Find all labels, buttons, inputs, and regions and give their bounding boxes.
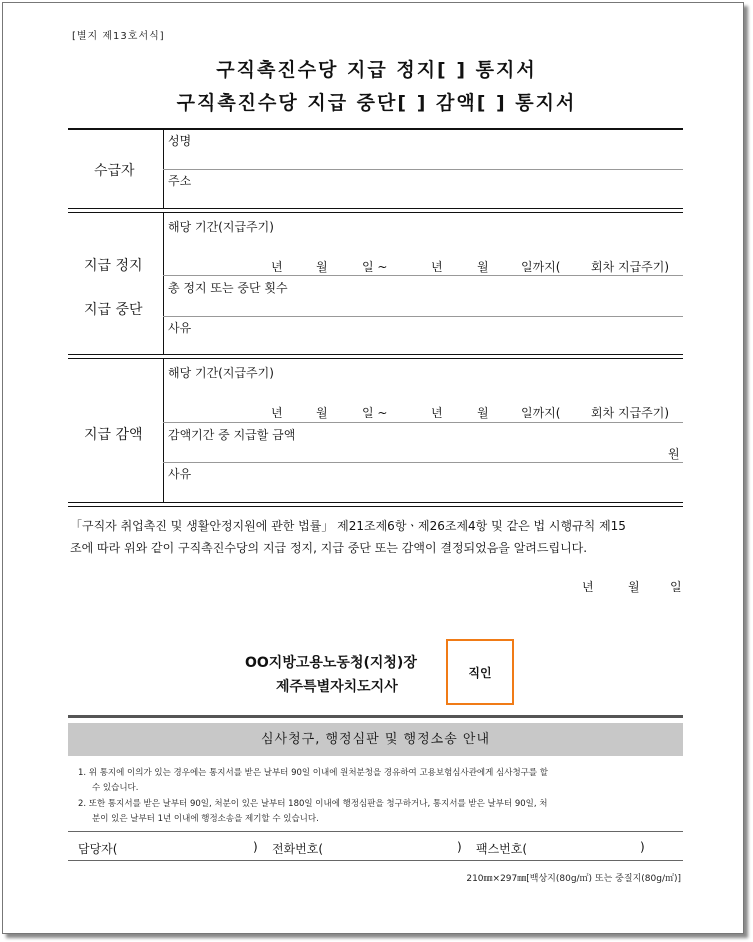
issuer-name-jeju: 제주특별자치도지사 [276,679,398,695]
period-label: 해당 기간(지급주기) [168,366,274,380]
row-divider [163,422,683,423]
address-label: 주소 [168,174,192,188]
date-year-2: 년 [431,260,443,274]
divider [163,359,164,502]
date-month-1: 월 [316,260,328,274]
rule [68,715,683,718]
title-line-2: 구직촉진수당 지급 중단[ ] 감액[ ] 통지서 [176,92,577,114]
appeal-note-2-cont: 분이 있은 날부터 1년 이내에 행정소송을 제기할 수 있습니다. [92,814,319,824]
phone-label: 전화번호( [272,842,324,856]
phone-close: ) [457,840,462,854]
appeal-note-2: 2. 또한 통지서를 받은 날부터 90일, 처분이 있은 날부터 180일 이내에 행정심판을 청구하거나, 통지서를 받은 날부터 90일, 처 [78,799,548,809]
paper-spec: 210㎜×297㎜[백상지(80g/㎡) 또는 중질지(80g/㎡)] [466,874,681,884]
date-until: 일까지( [521,406,561,420]
reduction-label: 지급 감액 [84,427,143,443]
rule [68,358,683,359]
legal-basis-line-2: 조에 따라 위와 같이 구직촉진수당의 지급 정지, 지급 중단 또는 감액이 결정되었음을 알려드립니다. [70,541,588,555]
fax-close: ) [640,840,645,854]
row-divider [163,316,683,317]
document-page [2,2,744,934]
period-label: 해당 기간(지급주기) [168,220,274,234]
seal-label: 직인 [468,665,492,680]
fax-label: 팩스번호( [476,842,528,856]
amount-label: 감액기간 중 지급할 금액 [168,428,296,442]
currency-unit: 원 [668,447,680,461]
stop-count-label: 총 정지 또는 중단 횟수 [168,281,288,295]
official-seal-box [446,639,514,705]
date-month: 월 [628,580,640,594]
title-line-1: 구직촉진수당 지급 정지[ ] 통지서 [216,59,537,81]
row-divider [163,462,683,463]
cycle-label: 회차 지급주기) [591,406,670,420]
rule [68,212,683,213]
stop-label: 지급 정지 [84,258,143,274]
discontinue-label: 지급 중단 [84,302,143,318]
date-year-2: 년 [431,406,443,420]
name-label: 성명 [168,134,192,148]
date-day-1: 일 ~ [362,260,388,274]
date-month-2: 월 [477,406,489,420]
date-month-2: 월 [477,260,489,274]
divider [163,213,164,354]
reason-label: 사유 [168,467,192,481]
date-day: 일 [670,580,682,594]
issuer-name: OO지방고용노동청(지청)장 [245,655,417,671]
reason-label: 사유 [168,321,192,335]
recipient-label: 수급자 [94,163,135,179]
rule [68,502,683,503]
row-divider [163,275,683,276]
manager-close: ) [253,840,258,854]
form-number: [별지 제13호서식] [72,31,165,42]
date-year: 년 [582,580,594,594]
date-month-1: 월 [316,406,328,420]
legal-basis-line-1: 「구직자 취업촉진 및 생활안정지원에 관한 법률」 제21조제6항ㆍ제26조제4항 및 같은 법 시행규칙 제15 [70,519,626,533]
appeal-note-1-cont: 수 있습니다. [92,783,139,793]
appeal-note-1: 1. 위 통지에 이의가 있는 경우에는 통지서를 받은 날부터 90일 이내에 원처분청을 경유하여 고용보험심사관에게 심사청구를 할 [78,768,549,778]
rule-top [68,128,683,130]
rule [68,506,683,507]
rule [68,354,683,355]
date-year-1: 년 [271,260,283,274]
rule [68,860,683,861]
appeal-notice-header: 심사청구, 행정심판 및 행정소송 안내 [68,723,683,756]
date-day-1: 일 ~ [362,406,388,420]
manager-label: 담당자( [78,842,118,856]
rule [68,208,683,209]
date-year-1: 년 [271,406,283,420]
cycle-label: 회차 지급주기) [591,260,670,274]
row-divider [163,169,683,170]
rule [68,831,683,832]
date-until: 일까지( [521,260,561,274]
